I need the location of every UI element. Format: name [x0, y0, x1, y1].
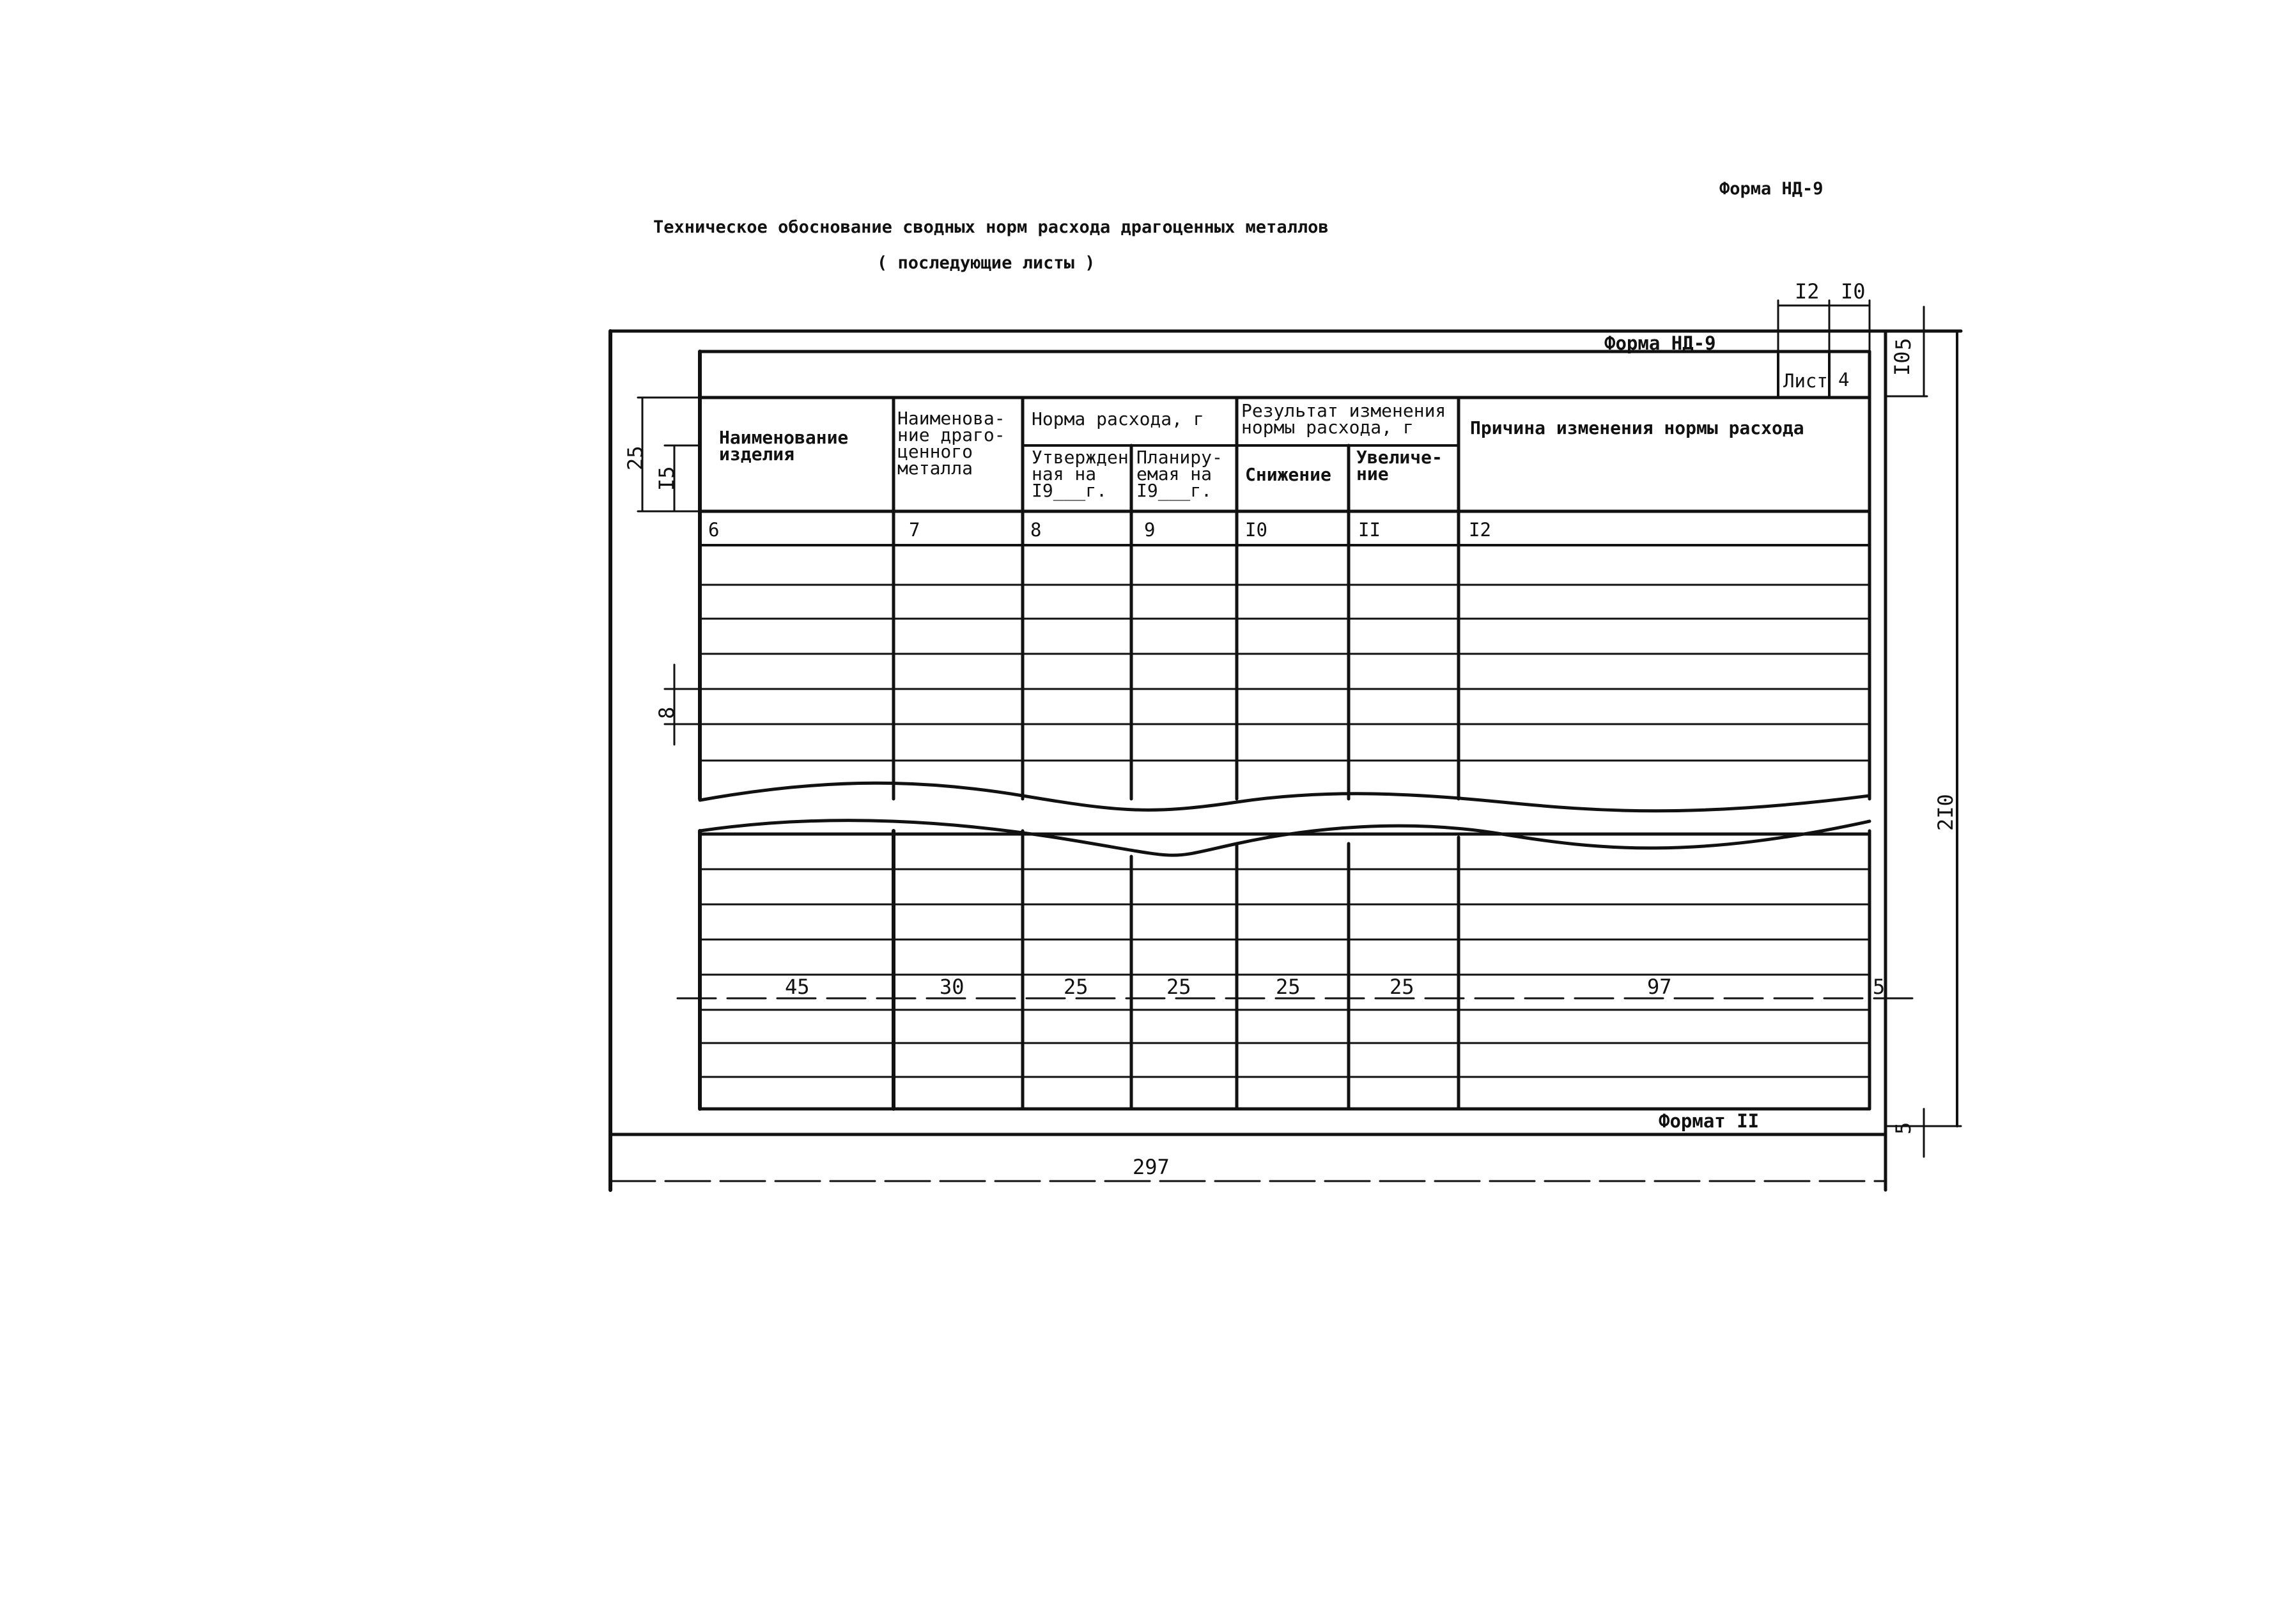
- document-title: Техническое обоснование сводных норм расхода драгоценных металлов: [653, 217, 1329, 237]
- col-width-1: 45: [785, 975, 810, 999]
- format-label: Формат II: [1659, 1110, 1760, 1132]
- total-width: 297: [1133, 1155, 1170, 1179]
- sheet-label: Лист: [1783, 370, 1828, 392]
- col-width-2: 30: [940, 975, 964, 999]
- header-product-name: Наименование изделия: [719, 427, 849, 465]
- break-line-bottom: [700, 821, 1870, 856]
- col-number-7: 7: [909, 519, 920, 541]
- dim-right-5-top: 5: [1891, 337, 1916, 350]
- col-number-6: 6: [708, 519, 720, 541]
- header-metal-name: Наименова- ние драго- ценного металла: [897, 408, 1005, 479]
- col-number-12: I2: [1469, 519, 1491, 541]
- header-decrease: Снижение: [1245, 464, 1331, 485]
- dim-left-25: 25: [623, 445, 647, 470]
- document-subtitle: ( последующие листы ): [877, 253, 1096, 273]
- col-width-7: 97: [1647, 975, 1672, 999]
- dim-right-10: I0: [1890, 351, 1914, 376]
- dim-top-10: I0: [1841, 279, 1866, 304]
- col-width-3: 25: [1064, 975, 1088, 999]
- col-width-8: 5: [1873, 975, 1886, 999]
- dim-total-height: 2I0: [1933, 794, 1958, 831]
- sheet-number: 4: [1838, 369, 1850, 391]
- header-norm-group: Норма расхода, г: [1032, 408, 1204, 429]
- col-width-6: 25: [1390, 975, 1414, 999]
- dim-left-15: I5: [654, 466, 679, 491]
- dim-right-5-bottom: 5: [1891, 1122, 1916, 1134]
- dim-left-8: 8: [654, 706, 679, 719]
- form-id: Форма НД-9: [1719, 179, 1824, 199]
- inner-form-title: Форма НД-9: [1604, 332, 1716, 354]
- dim-top-12: I2: [1795, 279, 1820, 304]
- header-reason: Причина изменения нормы расхода: [1470, 417, 1804, 438]
- col-number-9: 9: [1144, 519, 1156, 541]
- col-number-10: I0: [1245, 519, 1267, 541]
- col-width-4: 25: [1166, 975, 1191, 999]
- header-increase: Увеличе- ние: [1356, 447, 1443, 484]
- header-result-group: Результат изменения нормы расхода, г: [1241, 400, 1446, 438]
- break-line-top: [700, 783, 1870, 811]
- col-width-5: 25: [1276, 975, 1301, 999]
- header-planned: Планиру- емая на I9___г.: [1136, 447, 1223, 501]
- col-number-8: 8: [1030, 519, 1042, 541]
- header-approved: Утвержден ная на I9___г.: [1032, 447, 1129, 501]
- col-number-11: II: [1358, 519, 1381, 541]
